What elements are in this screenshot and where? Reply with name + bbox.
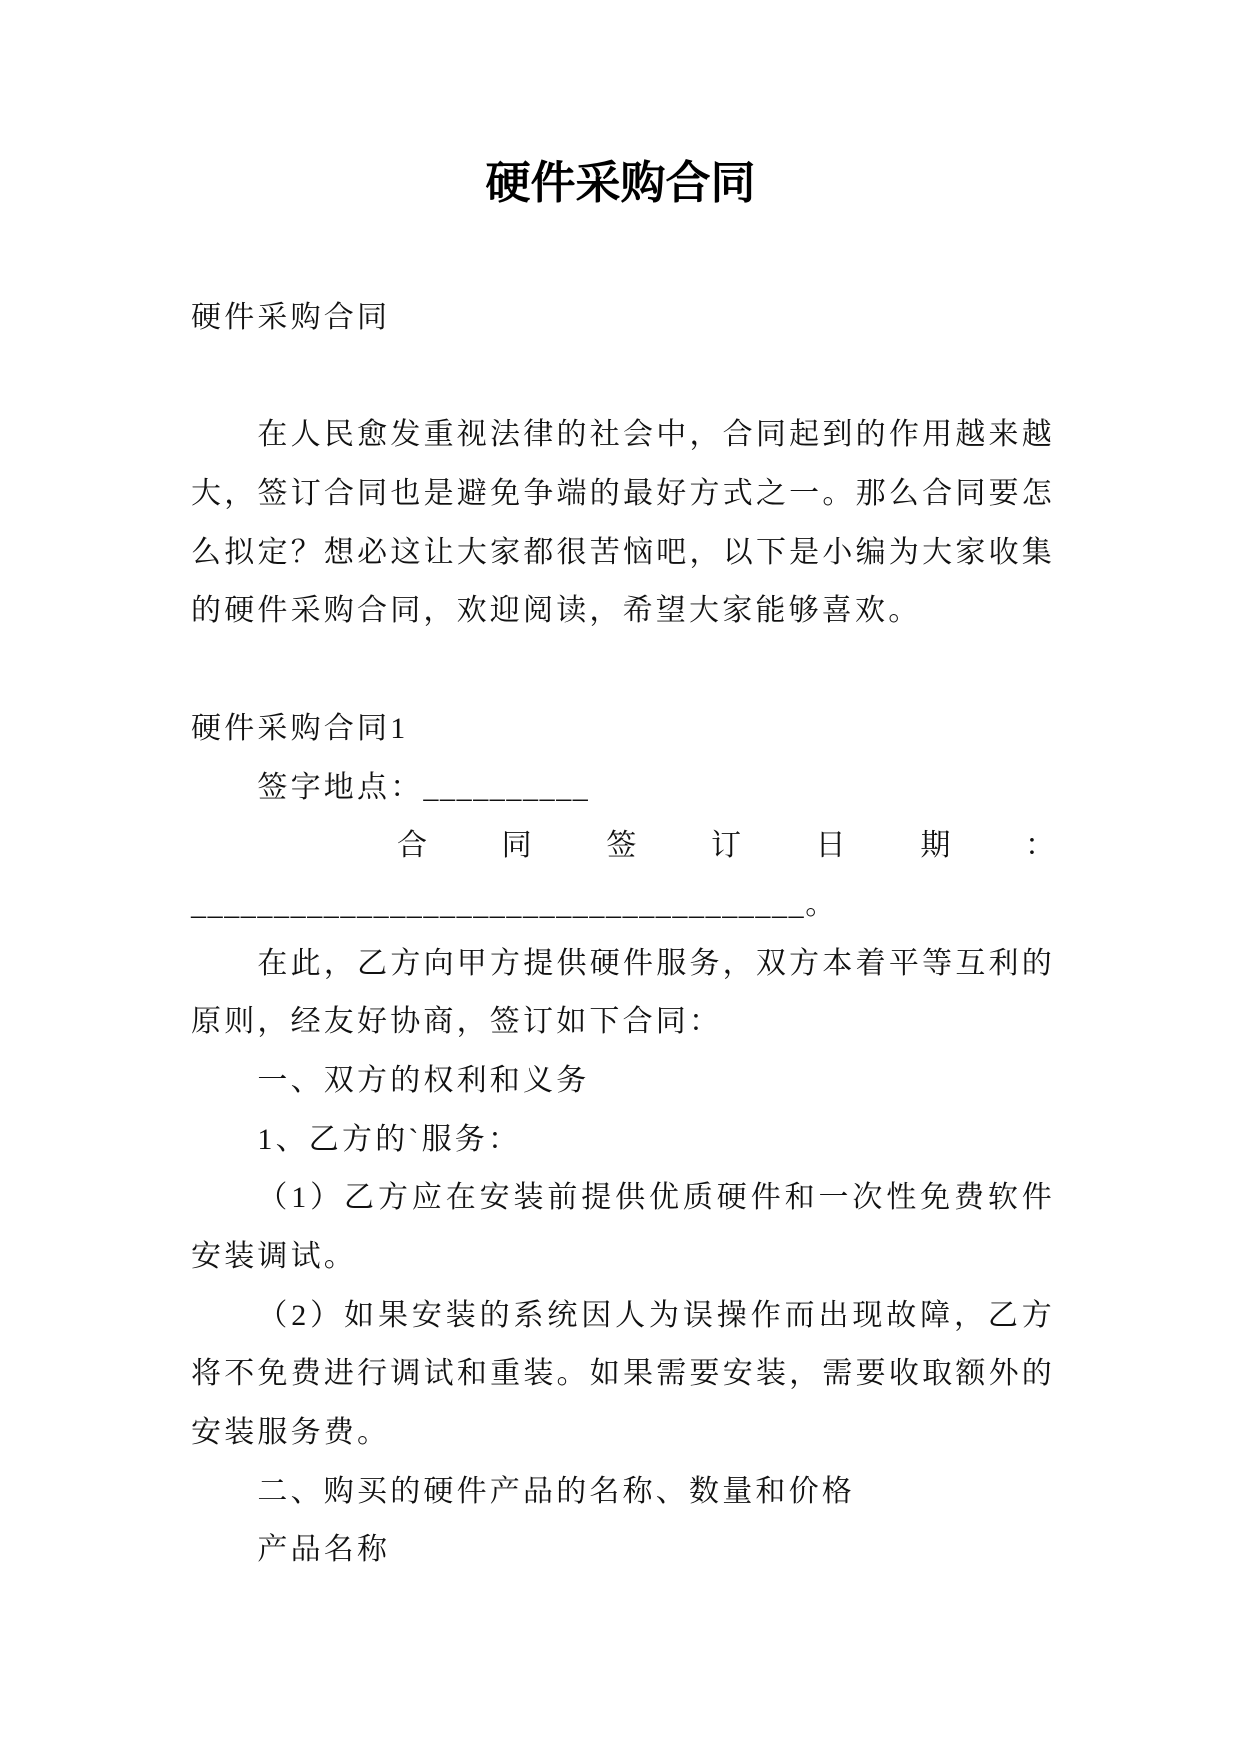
blank-line <box>191 348 1055 407</box>
sign-date-blank-line <box>191 876 1055 935</box>
sign-place-line <box>191 759 1055 818</box>
blank-line <box>191 641 1055 700</box>
item-1-line: （1）乙方应在安装前提供优质硬件和一次性免费软件 <box>257 1181 1055 1215</box>
intro-paragraph-line: 么拟定？想必这让大家都很苦恼吧，以下是小编为大家收集 <box>191 535 1055 569</box>
sign-date-blank: _____________________________________ <box>191 887 806 921</box>
intro-paragraph-line: 的硬件采购合同，欢迎阅读，希望大家能够喜欢。 <box>191 594 922 628</box>
item-1-line: 安装调试。 <box>191 1240 357 1273</box>
clause-1-heading: 一、双方的权利和义务 <box>257 1063 590 1097</box>
item-2-line: 将不免费进行调试和重装。如果需要安装，需要收取额外的 <box>191 1357 1055 1391</box>
clause-2-heading: 二、购买的硬件产品的名称、数量和价格 <box>257 1474 855 1508</box>
document-body <box>191 289 1055 1580</box>
intro-paragraph-line: 在人民愈发重视法律的社会中，合同起到的作用越来越 <box>257 418 1055 452</box>
sign-place-label: 签字地点： <box>257 770 424 804</box>
section-heading: 硬件采购合同1 <box>191 711 409 745</box>
item-2-line: （2）如果安装的系统因人为误操作而出现故障，乙方 <box>257 1298 1055 1332</box>
item-2-line: 安装服务费。 <box>191 1416 391 1450</box>
document-subtitle: 硬件采购合同 <box>191 301 391 334</box>
sign-place-blank: __________ <box>423 770 590 804</box>
product-name-label: 产品名称 <box>257 1533 391 1567</box>
sign-date-label: 合同签订日期： <box>397 829 1055 863</box>
sign-date-end: 。 <box>805 887 839 921</box>
intro-paragraph-line: 大，签订合同也是避免争端的最好方式之一。那么合同要怎 <box>191 477 1055 511</box>
document-title: 硬件采购合同 <box>485 158 756 208</box>
preamble-line: 原则，经友好协商，签订如下合同： <box>191 1005 723 1039</box>
clause-1-sub-heading: 1、乙方的`服务： <box>257 1122 522 1156</box>
preamble-line: 在此，乙方向甲方提供硬件服务，双方本着平等互利的 <box>257 946 1055 980</box>
